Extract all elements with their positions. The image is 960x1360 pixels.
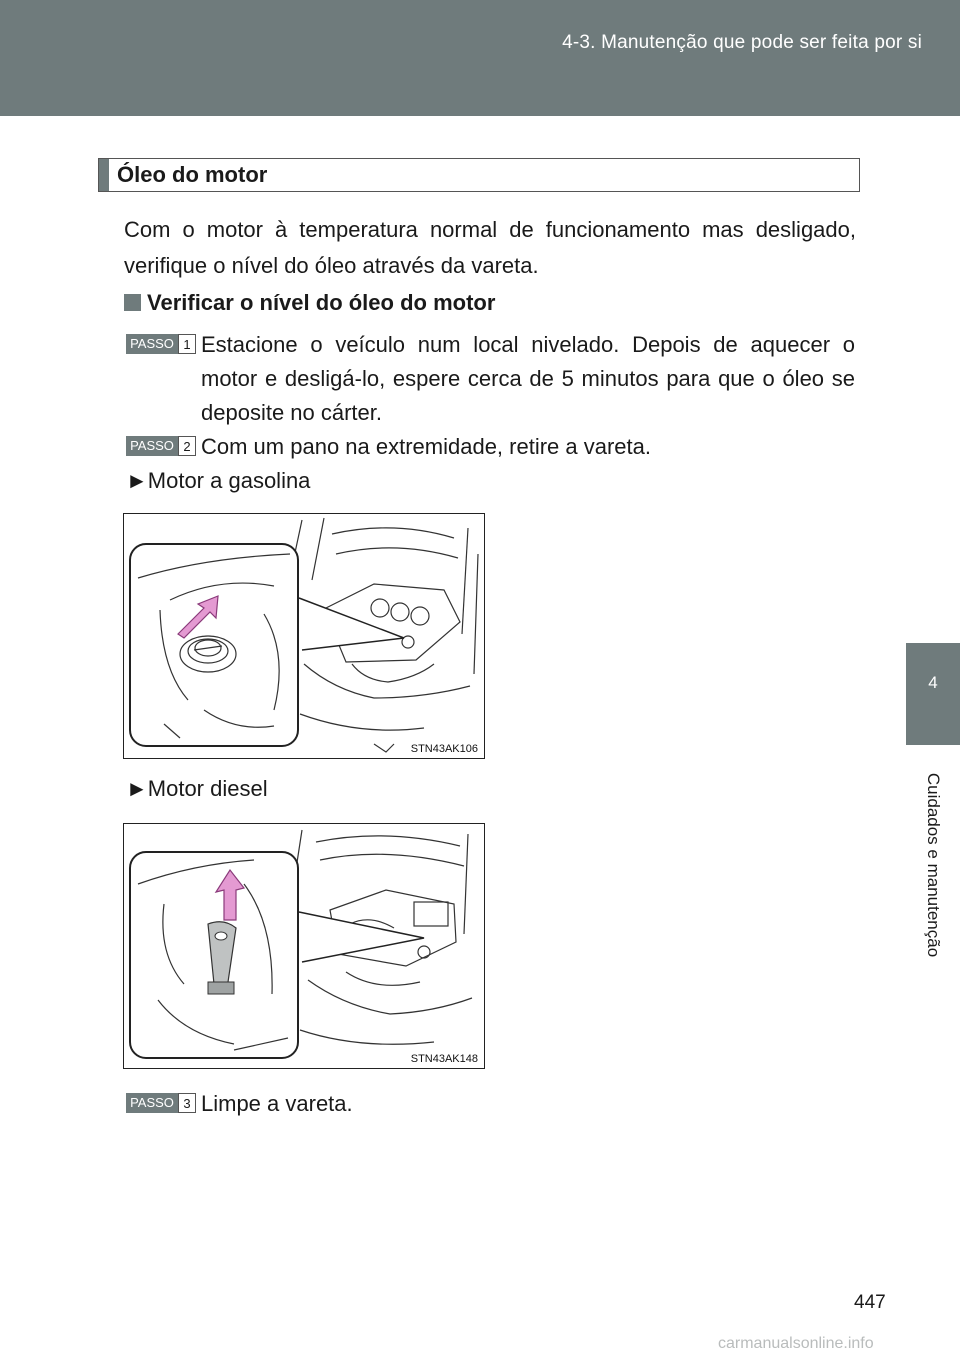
step-badge <box>126 1093 196 1113</box>
petrol-engine-illustration <box>124 514 485 759</box>
step-badge-number: 3 <box>178 1093 196 1113</box>
chapter-tab-label-text: Cuidados e manutenção <box>924 772 943 958</box>
figure-petrol-engine <box>123 513 485 759</box>
step-badge-label: PASSO <box>126 334 178 354</box>
step-text: Estacione o veículo num local nivelado. Depois de aquecer o motor e desligá-lo, espere cerca de 5 minutos para que o óleo se deposite no cárter. <box>201 332 855 425</box>
intro-paragraph: Com o motor à temperatura normal de funcionamento mas desligado, verifique o nível do óleo através da vareta. <box>124 217 856 278</box>
step-badge <box>126 334 196 354</box>
figure-code: STN43AK106 <box>410 743 478 755</box>
step-text: Com um pano na extremidade, retire a vareta. <box>201 434 652 459</box>
step-badge-number: 2 <box>178 436 196 456</box>
page-number: 447 <box>854 1292 886 1313</box>
step-badge-label: PASSO <box>126 436 178 456</box>
step-badge-label: PASSO <box>126 1093 178 1113</box>
section-title-bar <box>98 158 860 192</box>
square-bullet-icon <box>124 294 141 311</box>
step-text: Limpe a vareta. <box>201 1091 353 1116</box>
variant-label-petrol: ►Motor a gasolina <box>126 468 311 493</box>
section-title-stripe <box>99 159 109 191</box>
section-title: Óleo do motor <box>117 162 268 187</box>
figure-code: STN43AK148 <box>410 1053 478 1065</box>
subheading <box>124 290 495 316</box>
figure-diesel-engine <box>123 823 485 1069</box>
diesel-engine-illustration <box>124 824 485 1069</box>
page-header <box>0 0 960 116</box>
subheading-text: Verificar o nível do óleo do motor <box>147 290 496 315</box>
watermark: carmanualsonline.info <box>718 1335 874 1352</box>
variant-label-diesel: ►Motor diesel <box>126 776 268 801</box>
chapter-tab-label <box>906 745 960 1015</box>
chapter-tab-number[interactable]: 4 <box>906 643 960 745</box>
chapter-title: 4-3. Manutenção que pode ser feita por si <box>562 32 922 53</box>
step-badge-number: 1 <box>178 334 196 354</box>
step-badge <box>126 436 196 456</box>
